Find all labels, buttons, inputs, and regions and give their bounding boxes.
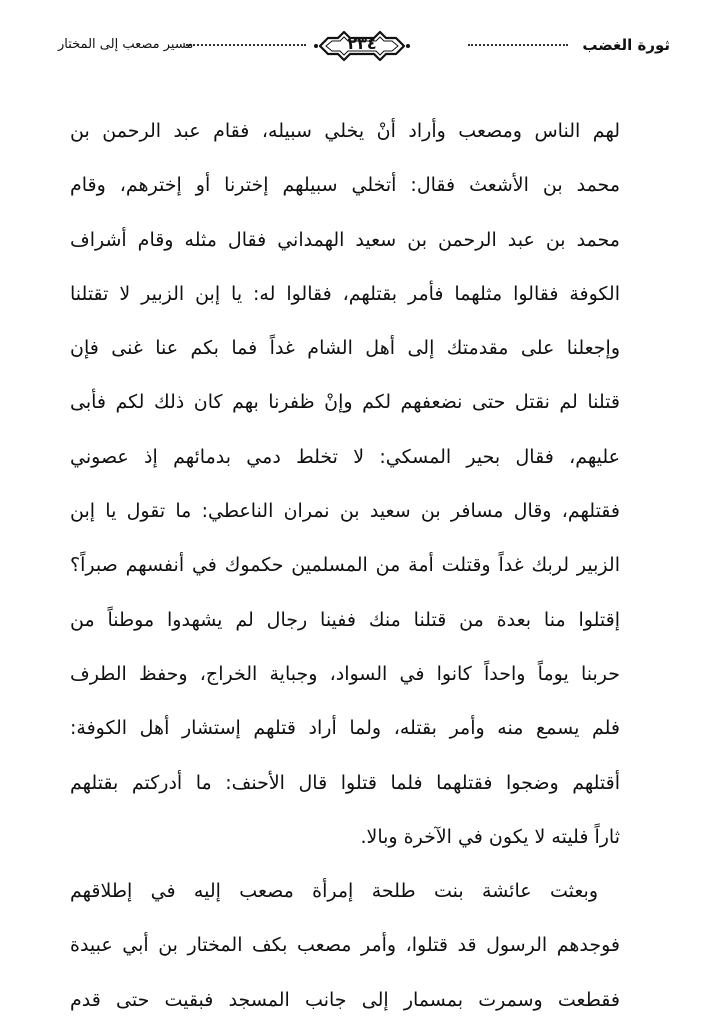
- text-line: حربنا يوماً واحداً كانوا في السواد، وجباية الخراج، وحفظ الطرف: [70, 662, 620, 685]
- page-number-badge: [312, 26, 412, 66]
- text-line: قتلنا لم نقتل حتى نضعفهم لكم وإنْ ظفرنا بهم كان ذلك لكم فأبى: [70, 391, 620, 414]
- text-line: وبعثت عائشة بنت طلحة إمرأة مصعب إليه في إطلاقهم: [70, 880, 598, 903]
- paragraph-2: [70, 864, 620, 1027]
- text-line: أقتلهم وضجوا فقتلهما فلما قتلوا قال الأحنف: ما أدركتم بقتلهم: [70, 771, 620, 794]
- text-line: فوجدهم الرسول قد قتلوا، وأمر مصعب بكف المختار بن أبي عبيدة: [70, 934, 620, 957]
- text-line: عليهم، فقال بحير المسكي: لا تخلط دمي بدمائهم إذ عصوني: [70, 445, 620, 468]
- section-title: مسير مصعب إلى المختار: [58, 37, 194, 52]
- text-line: محمد بن الأشعث فقال: أتخلي سبيلهم إخترنا أو إخترهم، وقام: [70, 174, 620, 197]
- text-line: الكوفة فقالوا مثلهما فأمر بقتلهم، فقالوا له: يا إبن الزبير لا تقتلنا: [70, 282, 620, 305]
- header-dotted-leader-right: [468, 44, 568, 46]
- running-header: [58, 26, 670, 66]
- text-line: محمد بن عبد الرحمن بن سعيد الهمداني فقال مثله وقام أشراف: [70, 228, 620, 251]
- chapter-title: ثورة الغضب: [582, 36, 670, 54]
- text-line: وإجعلنا على مقدمتك إلى أهل الشام غداً فما بكم عنا غنى فإن: [70, 337, 620, 360]
- paragraph-1: [70, 104, 620, 864]
- text-line: لهم الناس ومصعب وأراد أنْ يخلي سبيله، فقام عبد الرحمن بن: [70, 120, 620, 142]
- text-line: فلم يسمع منه وأمر بقتله، ولما أراد قتلهم إستشار أهل الكوفة:: [70, 717, 620, 740]
- text-line: إقتلوا منا بعدة من قتلنا منك ففينا رجال لم يشهدوا موطناً من: [70, 608, 620, 631]
- text-line: فقتلهم، وقال مسافر بن سعيد بن نمران الناعطي: ما تقول يا إبن: [70, 500, 620, 523]
- text-line: الزبير لربك غداً وقتلت أمة من المسلمين حكموك في أنفسهم صبراً؟: [70, 554, 620, 577]
- body-text: [70, 104, 620, 1027]
- page-number: ٢٣٤: [347, 34, 377, 53]
- text-line: فقطعت وسمرت بمسمار إلى جانب المسجد فبقيت حتى قدم: [70, 988, 620, 1011]
- text-line: ثاراً فليته لا يكون في الآخرة وبالا.: [360, 825, 620, 848]
- header-dotted-leader-left: [186, 44, 306, 46]
